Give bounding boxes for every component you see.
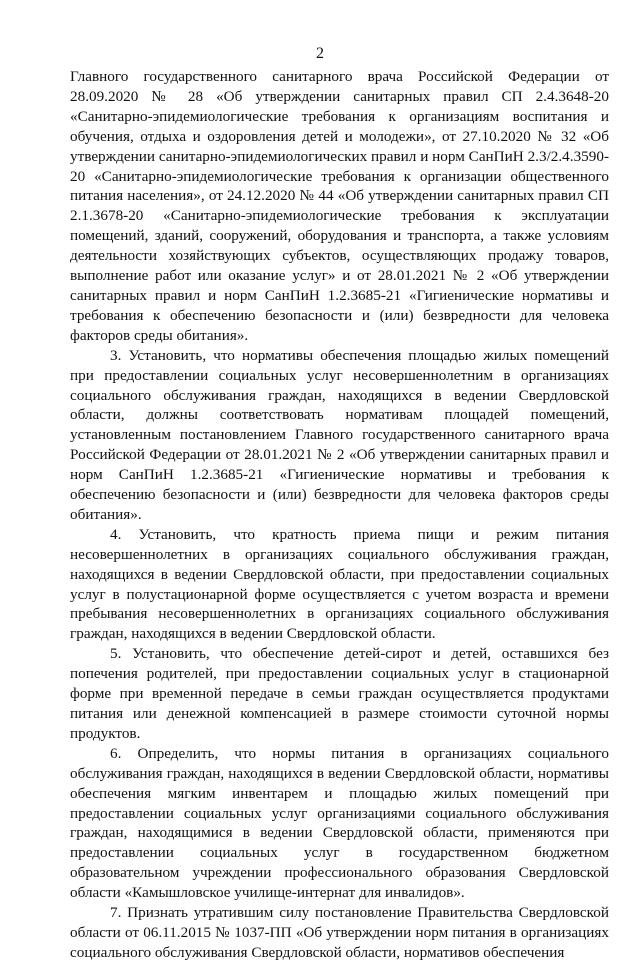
paragraph-item-6: 6. Определить, что нормы питания в организациях социального обслуживания граждан, находящихся в ведении Свердловской области, нормативы обеспечения мягким инвентарем и площадью жилых помещений при предоставлении социальных услуг организациями социального обслуживания граждан, находящимися в ведении Свердловской области, применяются при предоставлении социальных услуг в государственном бюджетном образовательном учреждении профессионального образования Свердловской области «Камышловское училище-интернат для инвалидов». (70, 744, 609, 902)
paragraph-item-7: 7. Признать утратившим силу постановление Правительства Свердловской области от 06.11.2015 № 1037-ПП «Об утверждении норм питания в организациях социального обслуживания Свердловской области, нормативов обеспечения (70, 904, 609, 961)
paragraph-continuation: Главного государственного санитарного врача Российской Федерации от 28.09.2020 № 28 «Об утверждении санитарных правил СП 2.4.3648-20 «Санитарно-эпидемиологические требования к организациям воспитания и обучения, отдыха и оздоровления детей и молодежи», от 27.10.2020 № 32 «Об утверждении санитарно-эпидемиологических правил и норм СанПиН 2.3/2.4.3590-20 «Санитарно-эпидемиологические требования к организации общественного питания населения», от 24.12.2020 № 44 «Об утверждении санитарных правил СП 2.1.3678-20 «Санитарно-эпидемиологические требования к эксплуатации помещений, зданий, сооружений, оборудования и транспорта, а также условиям деятельности хозяйствующих субъектов, осуществляющих продажу товаров, выполнение работ или оказание услуг» и от 28.01.2021 № 2 «Об утверждении санитарных правил и норм СанПиН 1.2.3685-21 «Гигиенические нормативы и требования к обеспечению безопасности и (или) безвредности для человека факторов среды обитания». (70, 68, 609, 344)
paragraph-item-4: 4. Установить, что кратность приема пищи и режим питания несовершеннолетних в организациях социального обслуживания граждан, находящихся в ведении Свердловской области, при предоставлении социальных услуг в полустационарной форме осуществляется с учетом возраста и времени пребывания несовершеннолетних в организациях социального обслуживания граждан, находящихся в ведении Свердловской области. (70, 525, 609, 643)
document-body (70, 67, 609, 963)
paragraph-item-5: 5. Установить, что обеспечение детей-сирот и детей, оставшихся без попечения родителей, при предоставлении социальных услуг в стационарной форме при временной передаче в семьи граждан осуществляется продуктами питания или денежной компенсацией в размере стоимости суточной нормы продуктов. (70, 645, 609, 742)
paragraph-item-3: 3. Установить, что нормативы обеспечения площадью жилых помещений при предоставлении социальных услуг несовершеннолетним в организациях социального обслуживания граждан, находящихся в ведении Свердловской области, должны соответствовать нормативам площадей помещений, установленным постановлением Главного государственного санитарного врача Российской Федерации от 28.01.2021 № 2 «Об утверждении санитарных правил и норм СанПиН 1.2.3685-21 «Гигиенические нормативы и требования к обеспечению безопасности и (или) безвредности для человека факторов среды обитания». (70, 346, 609, 523)
page-number: 2 (316, 45, 324, 62)
